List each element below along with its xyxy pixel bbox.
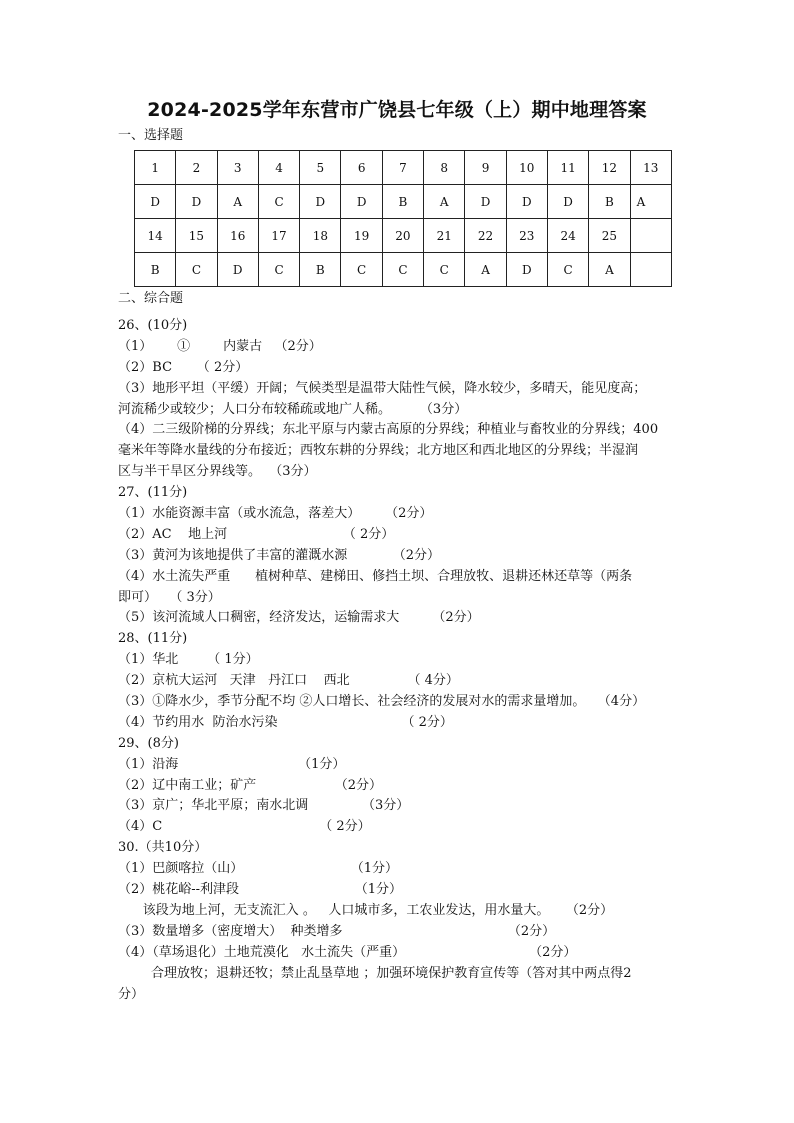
answer-cell: D [176,185,217,219]
question-number: 10 [506,151,547,185]
question-number: 21 [424,219,465,253]
table-row [135,185,672,219]
answer-cell: D [506,185,547,219]
answer-line: （1） ① 内蒙古 （2分） [118,338,322,354]
answer-line: 合理放牧；退耕还牧；禁止乱垦草地 ；加强环境保护教育宣传等（答对其中两点得2 [118,965,632,981]
answer-cell: D [547,185,588,219]
question-number: 1 [135,151,176,185]
answer-cell: C [547,253,588,287]
answer-cell: B [300,253,341,287]
answer-cell: C [176,253,217,287]
answer-cell: D [506,253,547,287]
question-number: 15 [176,219,217,253]
question-number: 7 [382,151,423,185]
answer-line: （2）AC 地上河 （ 2分） [118,526,395,542]
answer-line: （2）辽中南工业；矿产 （2分） [118,777,383,793]
question-number: 19 [341,219,382,253]
answer-line: （4）C （ 2分） [118,819,371,835]
answer-line: （2）京杭大运河 天津 丹江口 西北 （ 4分） [118,673,459,689]
answer-line: （2）BC （ 2分） [118,359,249,375]
answer-line: （1）巴颜喀拉（山） （1分） [118,861,398,877]
question-number: 17 [258,219,299,253]
answer-line: 毫米年等降水量线的分布接近；西牧东耕的分界线；北方地区和西北地区的分界线；半湿润 [118,443,639,459]
answer-line: （2）桃花峪--利津段 （1分） [118,882,403,898]
question-number: 14 [135,219,176,253]
answer-line: （3）黄河为该地提供了丰富的灌溉水源 （2分） [118,547,440,563]
answer-cell: C [341,253,382,287]
answer-line: （1）水能资源丰富（或水流急，落差大） （2分） [118,506,433,522]
question-number: 3 [217,151,258,185]
answer-cell: D [135,185,176,219]
answer-cell: D [341,185,382,219]
answer-line: 分） [118,986,145,1002]
question-number: 20 [382,219,423,253]
answer-cell: A [630,185,671,219]
question-number: 8 [424,151,465,185]
answer-line: （4）二三级阶梯的分界线；东北平原与内蒙古高原的分界线；种植业与畜牧业的分界线；400 [118,422,659,438]
answer-line: （3）京广；华北平原；南水北调 （3分） [118,798,410,814]
table-row [135,219,672,253]
question-number: 18 [300,219,341,253]
question-number: 12 [589,151,630,185]
answer-cell [630,253,671,287]
table-row [135,253,672,287]
answer-cell: A [589,253,630,287]
answer-cell: B [589,185,630,219]
answer-line: （3）地形平坦（平缓）开阔；气候类型是温带大陆性气候，降水较少，多晴天，能见度高； [118,380,647,396]
answer-line: （1）沿海 （1分） [118,756,346,772]
answer-cell: D [465,185,506,219]
answer-cell: C [258,253,299,287]
answer-line: （1）华北 （ 1分） [118,652,259,668]
question-heading: 27、(11分) [118,485,188,501]
question-number: 6 [341,151,382,185]
question-number: 22 [465,219,506,253]
answer-cell: B [135,253,176,287]
answer-cell: C [382,253,423,287]
answer-cell: A [217,185,258,219]
answer-line: （4）水土流失严重 植树种草、建梯田、修挡土坝、合理放牧、退耕还林还草等（两条 [118,568,633,584]
table-row [135,151,672,185]
question-number: 2 [176,151,217,185]
question-number: 25 [589,219,630,253]
choice-answer-table [134,150,672,287]
question-number: 13 [630,151,671,185]
question-number: 9 [465,151,506,185]
answer-line: 即可） （ 3分） [118,589,221,605]
question-number: 24 [547,219,588,253]
answer-line: （3）①降水少，季节分配不均 ②人口增长、社会经济的发展对水的需求量增加。 （4分） [118,694,646,710]
question-heading: 26、(10分) [118,318,188,333]
question-number [630,219,671,253]
section-heading-comprehensive: 二、综合题 [118,291,184,306]
question-heading: 30.（共10分） [118,840,208,856]
question-number: 4 [258,151,299,185]
answer-line: 该段为地上河，无支流汇入 。 人口城市多，工农业发达，用水量大。 （2分） [118,902,614,918]
question-number: 16 [217,219,258,253]
answer-cell: B [382,185,423,219]
question-number: 23 [506,219,547,253]
answer-cell: D [217,253,258,287]
answer-cell: C [258,185,299,219]
question-number: 5 [300,151,341,185]
answer-line: 河流稀少或较少；人口分布较稀疏或地广人稀。 （3分） [118,401,468,417]
question-heading: 28、(11分) [118,631,188,647]
question-heading: 29、(8分) [118,735,179,751]
answer-line: （5）该河流域人口稠密，经济发达，运输需求大 （2分） [118,610,480,626]
answer-line: （4）（草场退化）土地荒漠化 水土流失（严重） （2分） [118,944,577,960]
answer-cell: C [424,253,465,287]
answer-cell: D [300,185,341,219]
answer-line: （4）节约用水 防治水污染 （ 2分） [118,714,453,730]
comprehensive-answers [118,316,678,1005]
question-number: 11 [547,151,588,185]
answer-cell: A [424,185,465,219]
section-heading-choice: 一、选择题 [118,128,184,143]
answer-line: 区与半干旱区分界线等。 （3分） [118,464,317,480]
answer-cell: A [465,253,506,287]
page-title: 2024-2025学年东营市广饶县七年级（上）期中地理答案 [147,99,647,121]
answer-line: （3）数量增多（密度增大） 种类增多 （2分） [118,923,556,939]
